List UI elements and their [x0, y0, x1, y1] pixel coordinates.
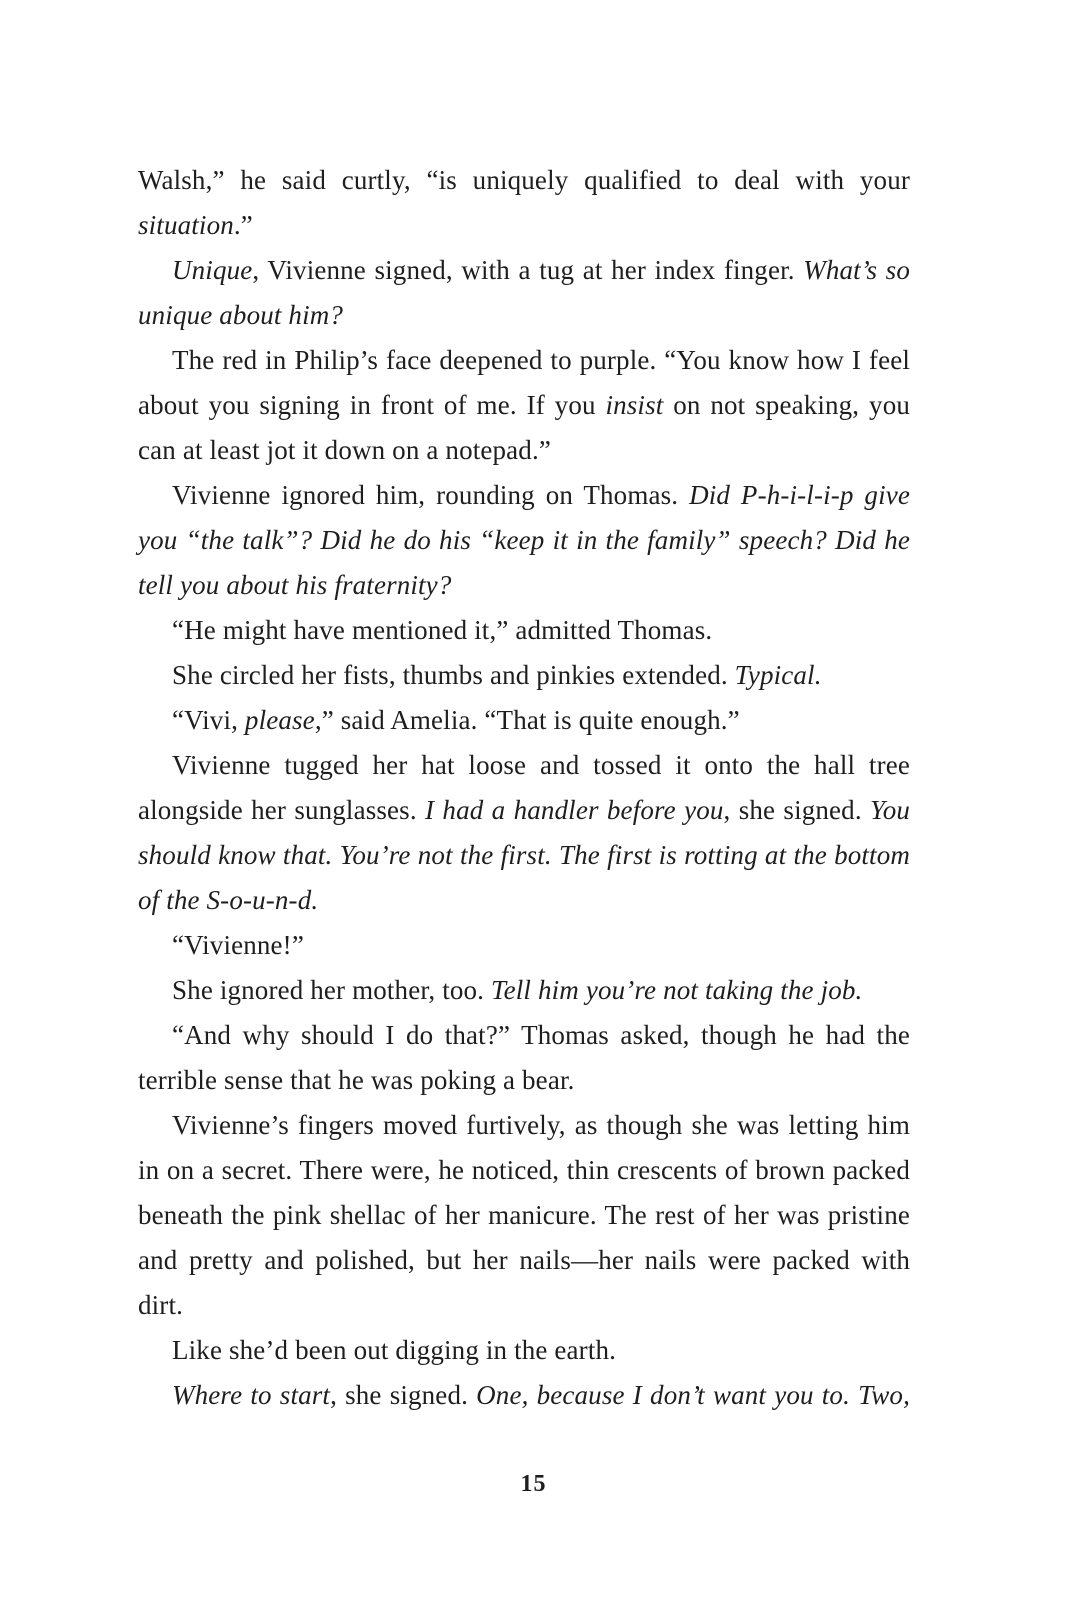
paragraph: Walsh,” he said curtly, “is uniquely qualified to deal with your situation.”	[138, 165, 910, 240]
paragraph: Vivienne tugged her hat loose and tossed it onto the hall tree alongside her sunglasses. I had a handler before you, she signed. You should know that. You’re not the first. The first is rotting at the bottom of the S-o-u-n-d.	[138, 750, 910, 915]
paragraph: She circled her fists, thumbs and pinkies extended. Typical.	[172, 660, 822, 690]
paragraph: “Vivienne!”	[172, 930, 304, 960]
paragraph: “Vivi, please,” said Amelia. “That is quite enough.”	[172, 705, 740, 735]
paragraph: Where to start, she signed. One, because I don’t want you to. Two,	[172, 1380, 910, 1410]
paragraph: The red in Philip’s face deepened to purple. “You know how I feel about you signing in front of me. If you insist on not speaking, you can at least jot it down on a notepad.”	[138, 345, 910, 465]
paragraph: Vivienne ignored him, rounding on Thomas. Did P-h-i-l-i-p give you “the talk”? Did he do his “keep it in the family” speech? Did he tell you about his fraternity?	[138, 480, 910, 600]
page-number: 15	[520, 1471, 547, 1497]
paragraph: She ignored her mother, too. Tell him you’re not taking the job.	[172, 975, 863, 1005]
body-text	[138, 158, 910, 1418]
paragraph: “And why should I do that?” Thomas asked, though he had the terrible sense that he was poking a bear.	[138, 1020, 910, 1095]
paragraph: Vivienne’s fingers moved furtively, as though she was letting him in on a secret. There were, he noticed, thin crescents of brown packed beneath the pink shellac of her manicure. The rest of her was pristine and pretty and polished, but her nails—her nails were packed with dirt.	[138, 1110, 910, 1320]
paragraph: Unique, Vivienne signed, with a tug at her index finger. What’s so unique about him?	[138, 255, 910, 330]
paragraph: “He might have mentioned it,” admitted Thomas.	[172, 615, 713, 645]
paragraph: Like she’d been out digging in the earth.	[172, 1335, 617, 1365]
